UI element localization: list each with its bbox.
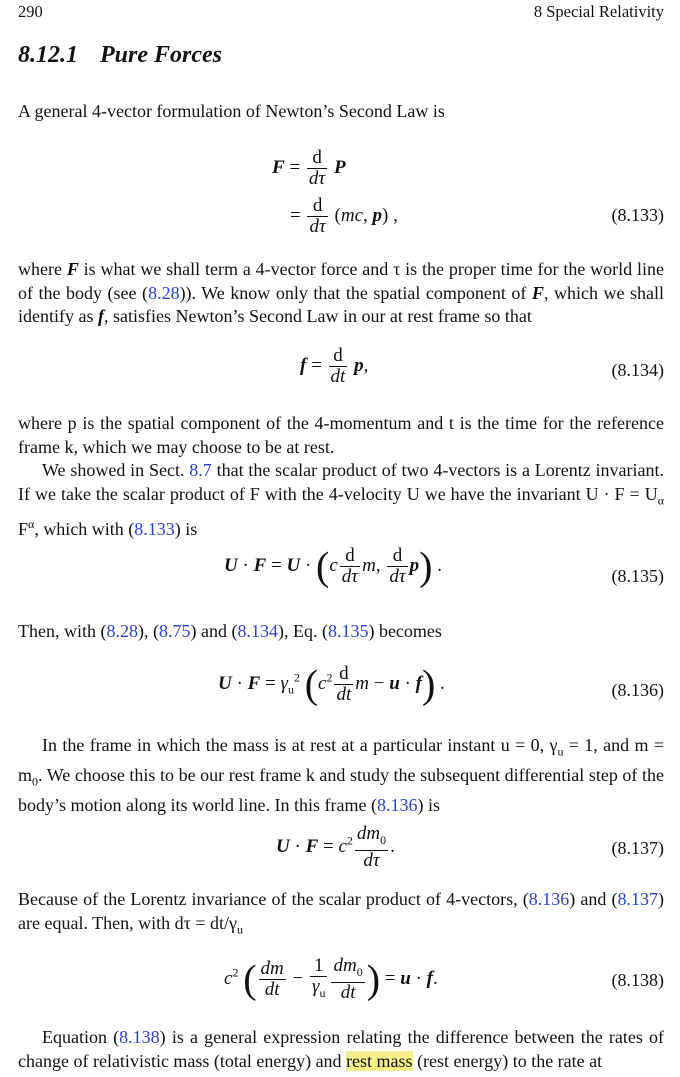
equation-reference-link[interactable]: 8.138 bbox=[119, 1027, 160, 1047]
equation-line-2: = $\frac{d}{d\tau}$ (mc, p) , bbox=[290, 195, 398, 237]
section-reference-link[interactable]: 8.7 bbox=[189, 460, 212, 480]
equation-body: f = $\frac{d}{dt}$ p, bbox=[300, 345, 369, 387]
paragraph-intro: A general 4-vector formulation of Newton’s Second Law is bbox=[18, 101, 445, 121]
equation-body: U · F = U · (c $\frac{d}{d\tau}$ m, $\frac{d}{d\tau}$ p) . bbox=[224, 543, 442, 589]
equation-body: $c^2$ ( $\frac{dm}{dt}$ − $\frac{1}{\gamma_u}$ $\frac{dm_0}{dt}$ ) = u · f. bbox=[224, 955, 438, 1003]
equation-8-134 bbox=[18, 346, 664, 398]
equation-reference-link[interactable]: 8.137 bbox=[617, 889, 658, 909]
equation-number: (8.136) bbox=[611, 680, 664, 700]
section-number: 8.12.1 bbox=[18, 42, 78, 68]
equation-body: $U \cdot F = \gamma_u^2$ ($c^2$ $\frac{d}{dt}$ m − u · f) . bbox=[218, 661, 445, 707]
equation-reference-link[interactable]: 8.136 bbox=[376, 795, 418, 816]
paragraph-general-expression: Equation (8.138) is a general expression relating the difference between the rates of change of relativistic mass (total energy) and rest mass (rest energy) to the rate at bbox=[18, 1027, 664, 1071]
paragraph-then-with: Then, with (8.28), (8.75) and (8.134), Eq. (8.135) becomes bbox=[18, 621, 442, 641]
equation-line-1: F = $\frac{d}{d\tau}$ P bbox=[272, 147, 346, 189]
equation-reference-link[interactable]: 8.28 bbox=[148, 282, 180, 303]
equation-number: (8.135) bbox=[611, 566, 664, 586]
equation-reference-link[interactable]: 8.133 bbox=[134, 518, 175, 539]
equation-8-136 bbox=[18, 661, 664, 720]
equation-reference-link[interactable]: 8.135 bbox=[327, 621, 369, 641]
section-heading bbox=[18, 42, 222, 69]
running-header bbox=[18, 2, 664, 24]
section-title: Pure Forces bbox=[100, 42, 222, 68]
equation-8-138 bbox=[18, 956, 664, 1012]
paragraph-force-definition: where F is what we shall term a 4-vector force and τ is the proper time for the world line of the body (see (8.28)). We know only that the spatial component of F, which we shall identify as f, satisfies Newton’s Second Law in our at rest frame so that bbox=[18, 259, 664, 326]
equation-reference-link[interactable]: 8.75 bbox=[158, 621, 191, 641]
equation-8-137 bbox=[18, 824, 664, 874]
equation-8-135 bbox=[18, 543, 664, 606]
paragraph-lorentz-invariant: We showed in Sect. 8.7 that the scalar product of two 4-vectors is a Lorentz invariant. If we take the scalar product of F with the 4-velocity U we have the invariant $U \cdot F = U_\alpha$ $F^\alpha$, which with (8.133) is bbox=[18, 460, 664, 539]
equation-reference-link[interactable]: 8.136 bbox=[528, 889, 570, 909]
paragraph-rest-frame: In the frame in which the mass is at rest at a particular instant u = 0, $\gamma_u = 1$, and $m = m_0$. We choose this to be our rest frame k and study the subsequent differential step of the body’s motion along its world line. In this frame (8.136) is bbox=[18, 735, 664, 816]
page-number: 290 bbox=[18, 2, 43, 21]
equation-number: (8.138) bbox=[611, 970, 664, 990]
highlighted-text: rest mass bbox=[346, 1050, 413, 1071]
equation-number: (8.137) bbox=[611, 838, 664, 858]
paragraph-lorentz-invariance: Because of the Lorentz invariance of the scalar product of 4-vectors, (8.136) and (8.137) are equal. Then, with $d\tau = dt/\gamma_u$ bbox=[18, 889, 664, 937]
equation-number: (8.134) bbox=[611, 360, 664, 380]
equation-8-133 bbox=[18, 148, 664, 246]
equation-body: $U \cdot F = c^2$ $\frac{dm_0}{d\tau}$ . bbox=[276, 823, 395, 871]
chapter-title: 8 Special Relativity bbox=[533, 2, 664, 21]
paragraph-momentum: where p is the spatial component of the 4-momentum and t is the time for the reference frame k, which we may choose to be at rest. bbox=[18, 413, 664, 457]
equation-reference-link[interactable]: 8.28 bbox=[106, 621, 138, 641]
equation-number: (8.133) bbox=[611, 205, 664, 225]
equation-reference-link[interactable]: 8.134 bbox=[237, 621, 278, 641]
